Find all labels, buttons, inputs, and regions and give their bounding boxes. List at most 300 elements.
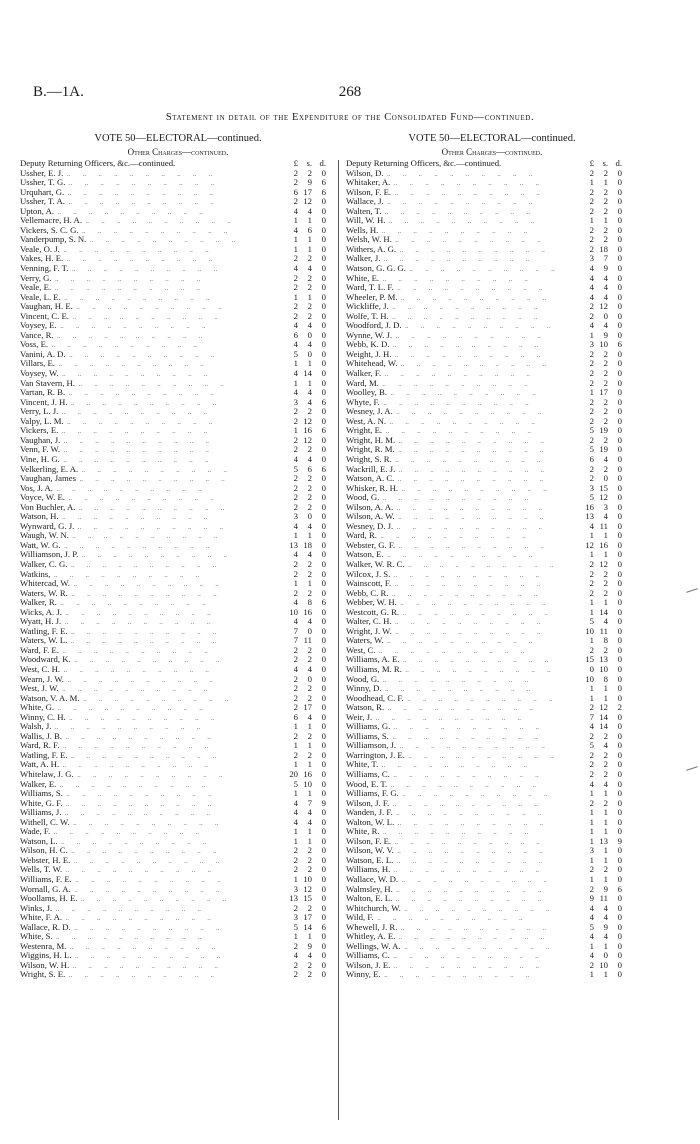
pounds-value: 2 — [589, 396, 594, 407]
entry-name: Woodford, J. D. .. — [346, 321, 580, 332]
table-row — [346, 942, 638, 952]
pounds-value: 2 — [293, 482, 298, 493]
entry-name: Verry, G. .. — [20, 274, 285, 285]
pence-value: 0 — [617, 434, 622, 445]
entry-name: Walker, E. .. — [20, 780, 285, 791]
pence-value: 0 — [321, 253, 326, 264]
pounds-value: 2 — [293, 902, 298, 913]
pence-value: 0 — [617, 215, 622, 226]
entry-name: Wiggins, H. L. .. — [20, 951, 285, 962]
pence-value: 0 — [321, 931, 326, 942]
table-row — [346, 455, 638, 465]
margin-mark — [686, 588, 698, 593]
shillings-value: 2 — [307, 959, 312, 970]
pence-value: 0 — [321, 215, 326, 226]
shillings-value: 2 — [307, 864, 312, 875]
pounds-value: 4 — [293, 616, 298, 627]
pounds-value: 1 — [589, 215, 594, 226]
shillings-value: 12 — [599, 702, 608, 713]
pounds-value: 2 — [589, 377, 594, 388]
entry-name: Veale, L. E. .. — [20, 293, 285, 304]
shillings-value: 1 — [307, 234, 312, 245]
pounds-value: 1 — [589, 329, 594, 340]
pence-value: 0 — [321, 711, 326, 722]
table-row — [346, 627, 638, 637]
pounds-value: 2 — [589, 348, 594, 359]
entry-name: Vanini, A. D. .. — [20, 350, 285, 361]
table-row — [20, 321, 336, 331]
pounds-value: 13 — [289, 539, 298, 550]
table-row — [346, 713, 638, 723]
shillings-value: 7 — [307, 797, 312, 808]
pence-value: 0 — [321, 807, 326, 818]
pence-value: 6 — [321, 186, 326, 197]
table-row — [346, 961, 638, 971]
pounds-value: 4 — [589, 282, 594, 293]
shillings-value: 1 — [307, 358, 312, 369]
entry-name: Wyatt, H. J. .. — [20, 617, 285, 628]
pounds-value: 3 — [293, 396, 298, 407]
shillings-value: 13 — [599, 654, 608, 665]
entry-name: Wallace, R. D. .. — [20, 923, 285, 934]
pounds-value: 2 — [589, 310, 594, 321]
shillings-value: 1 — [307, 530, 312, 541]
pence-value: 6 — [321, 177, 326, 188]
shillings-value: 0 — [603, 310, 608, 321]
entry-name: Watson, G. G. G. .. — [346, 264, 580, 275]
table-row — [346, 465, 638, 475]
pounds-value: 4 — [293, 320, 298, 331]
pounds-value: 4 — [589, 272, 594, 283]
pence-value: 0 — [617, 864, 622, 875]
pounds-value: 4 — [589, 778, 594, 789]
shillings-value: 4 — [307, 807, 312, 818]
shillings-value: 1 — [307, 788, 312, 799]
table-row — [346, 760, 638, 770]
pence-value: 0 — [617, 282, 622, 293]
pounds-value: 2 — [293, 683, 298, 694]
entry-name: Wallace, J. .. — [346, 197, 580, 208]
table-row — [20, 923, 336, 933]
shillings-value: 9 — [603, 921, 608, 932]
shillings-value: 2 — [603, 769, 608, 779]
pounds-value: 1 — [589, 177, 594, 188]
pence-value: 0 — [321, 348, 326, 359]
pounds-value: 4 — [589, 263, 594, 274]
pence-value: 0 — [617, 358, 622, 369]
pounds-value: 2 — [293, 473, 298, 484]
shillings-value: 0 — [603, 950, 608, 961]
pounds-value: 2 — [589, 243, 594, 254]
pounds-value: 5 — [589, 616, 594, 627]
pence-value: 0 — [321, 769, 326, 779]
shillings-value: 2 — [307, 902, 312, 913]
category-header-row — [20, 159, 336, 169]
pounds-value: 3 — [589, 253, 594, 264]
pounds-value: 2 — [293, 434, 298, 445]
pounds-value: 2 — [293, 940, 298, 951]
pounds-value: 1 — [293, 215, 298, 226]
shillings-value: 4 — [307, 263, 312, 274]
pence-value: 0 — [617, 224, 622, 235]
entry-name: Webber, W. H. .. — [346, 598, 580, 609]
left-column — [20, 132, 336, 980]
entry-name: Williams, H. .. — [346, 865, 580, 876]
table-row — [20, 722, 336, 732]
entry-name: Ussher, T. A. .. — [20, 197, 285, 208]
table-row — [346, 885, 638, 895]
table-row — [20, 274, 336, 284]
entry-name: Watkins, .. — [20, 570, 285, 581]
table-row — [346, 703, 638, 713]
pounds-value: 7 — [293, 625, 298, 636]
pence-value: 0 — [321, 788, 326, 799]
pounds-value: 1 — [293, 530, 298, 541]
shillings-value: 2 — [603, 644, 608, 655]
shillings-value: 1 — [307, 931, 312, 942]
entry-name: Will, W. H. .. — [346, 216, 580, 227]
pence-value: 0 — [321, 243, 326, 254]
entry-name: Winks, J. .. — [20, 904, 285, 915]
pounds-value: 4 — [293, 453, 298, 464]
pence-value: 0 — [321, 473, 326, 484]
shillings-value: 4 — [307, 950, 312, 961]
table-row — [20, 398, 336, 408]
pounds-value: 2 — [589, 301, 594, 312]
pence-value: 0 — [321, 329, 326, 340]
entry-name: Walker, J. .. — [346, 254, 580, 265]
entry-name: Watt, A. H. .. — [20, 760, 285, 771]
pence-value: 0 — [617, 940, 622, 951]
pounds-value: 16 — [585, 501, 594, 512]
shillings-value: 1 — [603, 807, 608, 818]
table-row — [20, 627, 336, 637]
pounds-value: 2 — [293, 644, 298, 655]
pounds-value: 4 — [293, 549, 298, 560]
pounds-value: 1 — [293, 721, 298, 732]
shillings-value: 2 — [603, 797, 608, 808]
pounds-value: 4 — [293, 205, 298, 216]
shillings-value: 8 — [307, 597, 312, 608]
table-row — [346, 646, 638, 656]
pence-value: 0 — [321, 482, 326, 493]
entry-name: Wickliffe, J. .. — [346, 302, 580, 313]
pounds-value: 1 — [589, 606, 594, 617]
entry-name: Walker, W. R. C. .. — [346, 560, 580, 571]
shillings-value: 13 — [599, 835, 608, 846]
table-row — [346, 407, 638, 417]
pence-value: 0 — [321, 358, 326, 369]
pence-value: 0 — [617, 654, 622, 665]
pence-value: 0 — [617, 568, 622, 579]
table-row — [20, 226, 336, 236]
pence-value: 9 — [321, 797, 326, 808]
shillings-value: 4 — [307, 205, 312, 216]
shillings-value: 16 — [303, 606, 312, 617]
entry-name: Valpy, L. M. .. — [20, 417, 285, 428]
shillings-value: 2 — [307, 301, 312, 312]
table-row — [20, 216, 336, 226]
entry-name: Wicks, A. J. .. — [20, 608, 285, 619]
pence-header: d. — [615, 158, 622, 168]
entry-name: Voysey, W. .. — [20, 369, 285, 380]
entry-name: Wilson, A. A. .. — [346, 503, 580, 514]
entry-name: Waters, W. .. — [346, 636, 580, 647]
shillings-value: 1 — [603, 549, 608, 560]
table-row — [20, 675, 336, 685]
pounds-value: 2 — [589, 730, 594, 741]
table-row — [20, 961, 336, 971]
entry-name: Weight, J. H. .. — [346, 350, 580, 361]
table-row — [20, 388, 336, 398]
entry-name: Upton, A. .. — [20, 207, 285, 218]
entry-name: Wilson, F. E. .. — [346, 837, 580, 848]
pence-value: 0 — [321, 893, 326, 904]
pence-value: 0 — [321, 558, 326, 569]
shillings-value: 1 — [307, 835, 312, 846]
pounds-value: 13 — [289, 893, 298, 904]
pounds-value: 5 — [293, 463, 298, 474]
shillings-value: 0 — [307, 348, 312, 359]
entry-name: Venning, F. T. .. — [20, 264, 285, 275]
entry-name: Wright, E. .. — [346, 426, 580, 437]
pence-value: 0 — [321, 826, 326, 837]
pounds-value: 1 — [589, 692, 594, 703]
pounds-value: 5 — [589, 740, 594, 751]
entry-name: Whitaker, A. .. — [346, 178, 580, 189]
table-row — [20, 694, 336, 704]
page-identifier: B.—1A. — [33, 84, 84, 100]
table-row — [20, 254, 336, 264]
shillings-value: 2 — [603, 578, 608, 589]
shillings-value: 2 — [603, 348, 608, 359]
table-row — [346, 293, 638, 303]
shillings-value: 2 — [603, 396, 608, 407]
table-row — [20, 684, 336, 694]
pence-value: 0 — [617, 587, 622, 598]
table-row — [346, 493, 638, 503]
entry-name: Webster, G. F. .. — [346, 541, 580, 552]
pence-value: 0 — [617, 711, 622, 722]
shillings-value: 11 — [599, 893, 608, 904]
shillings-value: 1 — [603, 215, 608, 226]
shillings-value: 17 — [303, 186, 312, 197]
entry-name: Walton, W. L. .. — [346, 818, 580, 829]
pounds-value: 2 — [589, 759, 594, 770]
shillings-value: 15 — [599, 482, 608, 493]
shillings-value: 1 — [603, 530, 608, 541]
entry-name: Wilson, A. W. .. — [346, 512, 580, 523]
pounds-value: 2 — [589, 864, 594, 875]
pounds-value: 4 — [293, 520, 298, 531]
pence-value: 0 — [321, 501, 326, 512]
pence-value: 0 — [617, 845, 622, 856]
pence-value: 0 — [321, 377, 326, 388]
table-row — [20, 407, 336, 417]
entry-name: Ussher, E. J. .. — [20, 169, 285, 180]
entry-name: Walker, R. .. — [20, 598, 285, 609]
pence-value: 0 — [321, 291, 326, 302]
shillings-value: 4 — [307, 396, 312, 407]
shillings-value: 2 — [603, 434, 608, 445]
pence-value: 0 — [321, 282, 326, 293]
pence-value: 0 — [617, 453, 622, 464]
pounds-value: 2 — [293, 492, 298, 503]
entry-name: Wilson, D. .. — [346, 169, 580, 180]
entry-name: Webb, K. D. .. — [346, 340, 580, 351]
pounds-value: 2 — [293, 854, 298, 865]
table-row — [346, 484, 638, 494]
entry-name: Watson, A. C. .. — [346, 474, 580, 485]
pounds-value: 2 — [293, 845, 298, 856]
entry-name: White, F. A. .. — [20, 913, 285, 924]
pounds-value: 3 — [293, 511, 298, 522]
pence-value: 0 — [617, 205, 622, 216]
shillings-value: 2 — [603, 568, 608, 579]
shillings-value: 1 — [603, 177, 608, 188]
pounds-value: 1 — [293, 788, 298, 799]
table-row — [20, 445, 336, 455]
pounds-value: 4 — [293, 663, 298, 674]
shillings-value: 1 — [307, 215, 312, 226]
vote-heading: VOTE 50—ELECTORAL—continued. — [94, 133, 262, 144]
pence-value: 0 — [321, 320, 326, 331]
shillings-value: 2 — [603, 406, 608, 417]
pence-value: 0 — [321, 339, 326, 350]
pence-value: 0 — [617, 950, 622, 961]
entry-name: Wainscott, F. .. — [346, 579, 580, 590]
table-row — [20, 951, 336, 961]
table-row — [346, 799, 638, 809]
entry-name: Woodhead, C. F. .. — [346, 694, 580, 705]
pounds-value: 2 — [293, 702, 298, 713]
entry-name: Wells, H. .. — [346, 226, 580, 237]
shillings-value: 17 — [303, 702, 312, 713]
vote-heading: VOTE 50—ELECTORAL—continued. — [408, 133, 576, 144]
pence-value: 0 — [617, 396, 622, 407]
pounds-value: 10 — [585, 673, 594, 684]
table-row — [346, 359, 638, 369]
entry-name: Williams, G. .. — [346, 722, 580, 733]
entry-name: Vos, J. A. .. — [20, 484, 285, 495]
pounds-value: 1 — [589, 635, 594, 646]
shillings-value: 1 — [603, 845, 608, 856]
pounds-value: 5 — [293, 921, 298, 932]
table-row — [20, 197, 336, 207]
entry-name: Williamson, J. P. .. — [20, 550, 285, 561]
entry-name: Wornall, G. A. .. — [20, 885, 285, 896]
shillings-value: 2 — [307, 749, 312, 760]
pence-value: 0 — [617, 272, 622, 283]
shillings-value: 10 — [599, 959, 608, 970]
pence-value: 0 — [617, 511, 622, 522]
entry-name: Williams, F. E. .. — [20, 875, 285, 886]
pounds-value: 1 — [293, 291, 298, 302]
table-row — [346, 808, 638, 818]
table-row — [20, 665, 336, 675]
table-row — [20, 617, 336, 627]
shillings-value: 1 — [603, 597, 608, 608]
table-row — [20, 827, 336, 837]
entry-name: Watling, F. E. .. — [20, 627, 285, 638]
table-row — [346, 245, 638, 255]
table-row — [20, 350, 336, 360]
shillings-value: 17 — [599, 387, 608, 398]
entry-name: Wesney, J. A. .. — [346, 407, 580, 418]
pence-value: 0 — [321, 874, 326, 885]
pence-value: 0 — [321, 864, 326, 875]
pence-value: 0 — [321, 205, 326, 216]
entry-name: Watson, E. .. — [346, 550, 580, 561]
shillings-value: 15 — [303, 893, 312, 904]
pence-value: 0 — [617, 749, 622, 760]
pence-value: 0 — [321, 969, 326, 980]
statement-title: Statement in detail of the Expenditure of the Consolidated Fund—continued. — [165, 112, 535, 123]
shillings-header: s. — [602, 158, 608, 168]
entry-name: Wolfe, T. H. .. — [346, 312, 580, 323]
entry-name: Vartan, R. B. .. — [20, 388, 285, 399]
pounds-value: 1 — [589, 874, 594, 885]
table-row — [346, 675, 638, 685]
shillings-value: 9 — [603, 263, 608, 274]
shillings-value: 0 — [307, 329, 312, 340]
entry-name: Wellings, W. A. .. — [346, 942, 580, 953]
pounds-value: 1 — [589, 387, 594, 398]
pence-value: 0 — [617, 406, 622, 417]
entry-name: Wright, R. M. .. — [346, 445, 580, 456]
table-row — [346, 369, 638, 379]
pounds-value: 4 — [293, 368, 298, 379]
table-row — [20, 264, 336, 274]
pence-value: 0 — [321, 721, 326, 732]
table-row — [20, 770, 336, 780]
entry-name: Wynne, W. J. .. — [346, 331, 580, 342]
pence-value: 0 — [617, 177, 622, 188]
table-row — [20, 713, 336, 723]
shillings-value: 14 — [303, 368, 312, 379]
entry-name: Weir, J. .. — [346, 713, 580, 724]
pounds-value: 5 — [589, 492, 594, 503]
table-row — [346, 436, 638, 446]
table-row — [20, 789, 336, 799]
pence-value: 0 — [617, 759, 622, 770]
pence-value: 0 — [321, 854, 326, 865]
shillings-value: 2 — [603, 224, 608, 235]
pounds-value: 2 — [589, 558, 594, 569]
table-row — [346, 207, 638, 217]
pence-value: 0 — [321, 310, 326, 321]
pounds-value: 3 — [293, 883, 298, 894]
shillings-value: 1 — [603, 826, 608, 837]
table-row — [20, 846, 336, 856]
other-charges-heading: Other Charges—continued. — [441, 147, 543, 157]
category-header-row — [346, 159, 638, 169]
pence-value: 0 — [617, 644, 622, 655]
pence-value: 0 — [321, 912, 326, 923]
pence-value: 0 — [321, 606, 326, 617]
shillings-value: 2 — [307, 272, 312, 283]
pounds-value: 2 — [293, 864, 298, 875]
shillings-value: 1 — [307, 826, 312, 837]
entry-name: Ward, R. F. .. — [20, 741, 285, 752]
pence-value: 0 — [617, 243, 622, 254]
pounds-value: 5 — [293, 778, 298, 789]
pence-value: 0 — [617, 740, 622, 751]
table-row — [346, 379, 638, 389]
table-row — [20, 550, 336, 560]
pounds-value: 2 — [293, 654, 298, 665]
entry-name: Vance, R. .. — [20, 331, 285, 342]
